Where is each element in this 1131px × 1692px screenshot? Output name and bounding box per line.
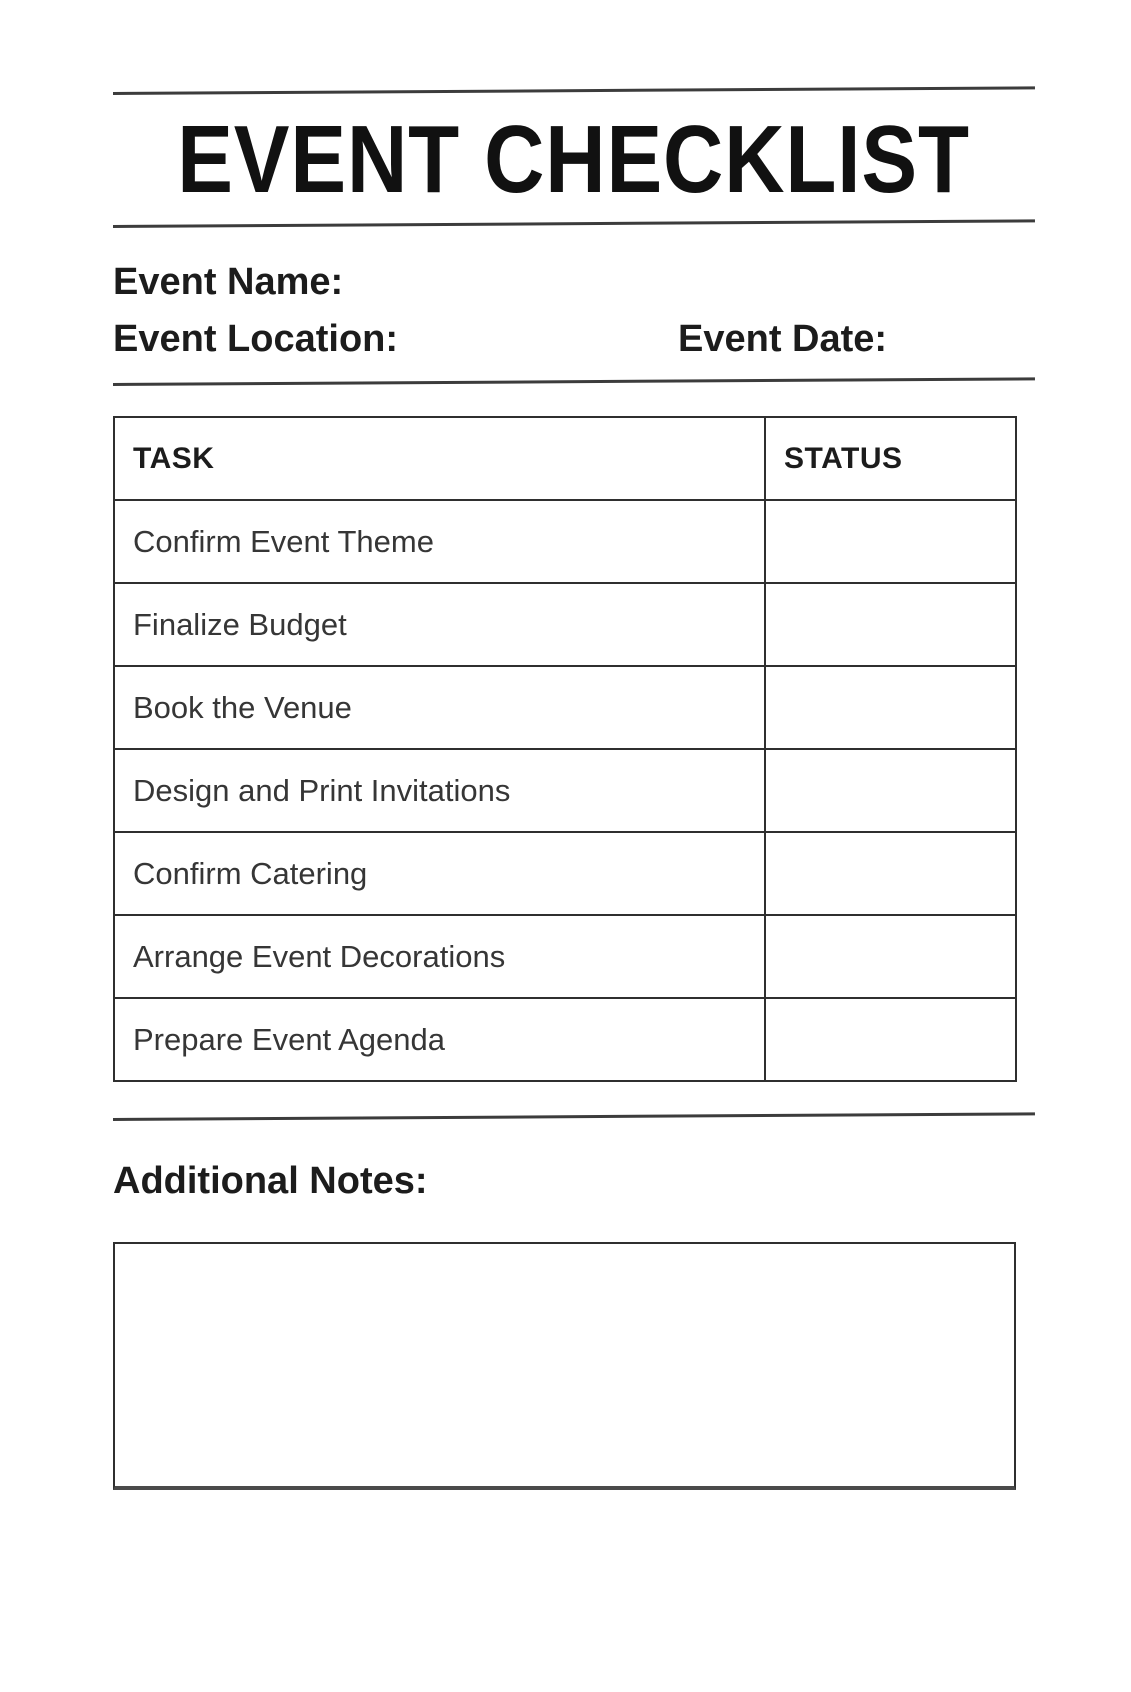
task-cell: Finalize Budget [114, 583, 765, 666]
table-bottom-rule [113, 1112, 1035, 1121]
status-cell[interactable] [765, 500, 1016, 583]
event-name-line [113, 254, 1035, 311]
status-cell[interactable] [765, 583, 1016, 666]
event-name-label: Event Name: [113, 261, 344, 303]
notes-box[interactable] [113, 1242, 1016, 1490]
title-top-rule [113, 86, 1035, 95]
task-cell: Arrange Event Decorations [114, 915, 765, 998]
event-location-cell [113, 311, 678, 368]
status-cell[interactable] [765, 998, 1016, 1081]
event-name-value[interactable] [343, 254, 1035, 311]
status-cell[interactable] [765, 915, 1016, 998]
event-location-date-line [113, 311, 1035, 368]
task-cell: Design and Print Invitations [114, 749, 765, 832]
document-page [113, 92, 1035, 1490]
event-fields-section [113, 254, 1035, 368]
title-section [113, 95, 1035, 225]
page-title: EVENT CHECKLIST [177, 106, 971, 213]
table-row [114, 832, 1016, 915]
fields-bottom-rule [113, 377, 1035, 386]
status-column-header: STATUS [765, 417, 1016, 500]
status-cell[interactable] [765, 749, 1016, 832]
table-header-row [114, 417, 1016, 500]
event-location-label: Event Location: [113, 318, 399, 360]
event-date-label: Event Date: [678, 318, 888, 360]
checklist-table [113, 416, 1017, 1082]
table-row [114, 749, 1016, 832]
task-cell: Book the Venue [114, 666, 765, 749]
event-location-value[interactable] [398, 311, 678, 368]
task-cell: Prepare Event Agenda [114, 998, 765, 1081]
table-row [114, 583, 1016, 666]
task-column-header: TASK [114, 417, 765, 500]
table-row [114, 915, 1016, 998]
additional-notes-label: Additional Notes: [113, 1160, 428, 1202]
table-row [114, 998, 1016, 1081]
task-cell: Confirm Event Theme [114, 500, 765, 583]
task-cell: Confirm Catering [114, 832, 765, 915]
status-cell[interactable] [765, 666, 1016, 749]
status-cell[interactable] [765, 832, 1016, 915]
table-row [114, 666, 1016, 749]
table-row [114, 500, 1016, 583]
event-date-value[interactable] [887, 311, 1035, 368]
